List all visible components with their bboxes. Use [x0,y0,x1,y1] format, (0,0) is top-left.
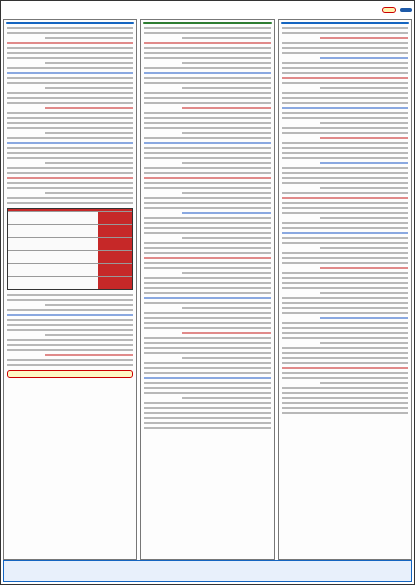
left-column-body [7,27,133,204]
middle-column-body [144,27,270,429]
left-column-heading [6,22,134,24]
table-row [8,276,132,289]
summary-table [7,208,133,290]
right-column [278,19,412,560]
left-column-body-lower [7,294,133,366]
middle-column-heading [143,22,271,24]
page-title [400,8,412,12]
table-row [8,224,132,237]
footer-bar [3,560,412,582]
right-column-heading [281,22,409,24]
columns [3,19,412,560]
teacher-brand [382,7,396,13]
table-row [8,237,132,250]
right-column-body [282,27,408,414]
middle-column [140,19,274,560]
table-row [8,263,132,276]
table-row [8,250,132,263]
left-column [3,19,137,560]
top-header [3,3,412,17]
contact-box [7,370,133,378]
table-row [8,211,132,224]
